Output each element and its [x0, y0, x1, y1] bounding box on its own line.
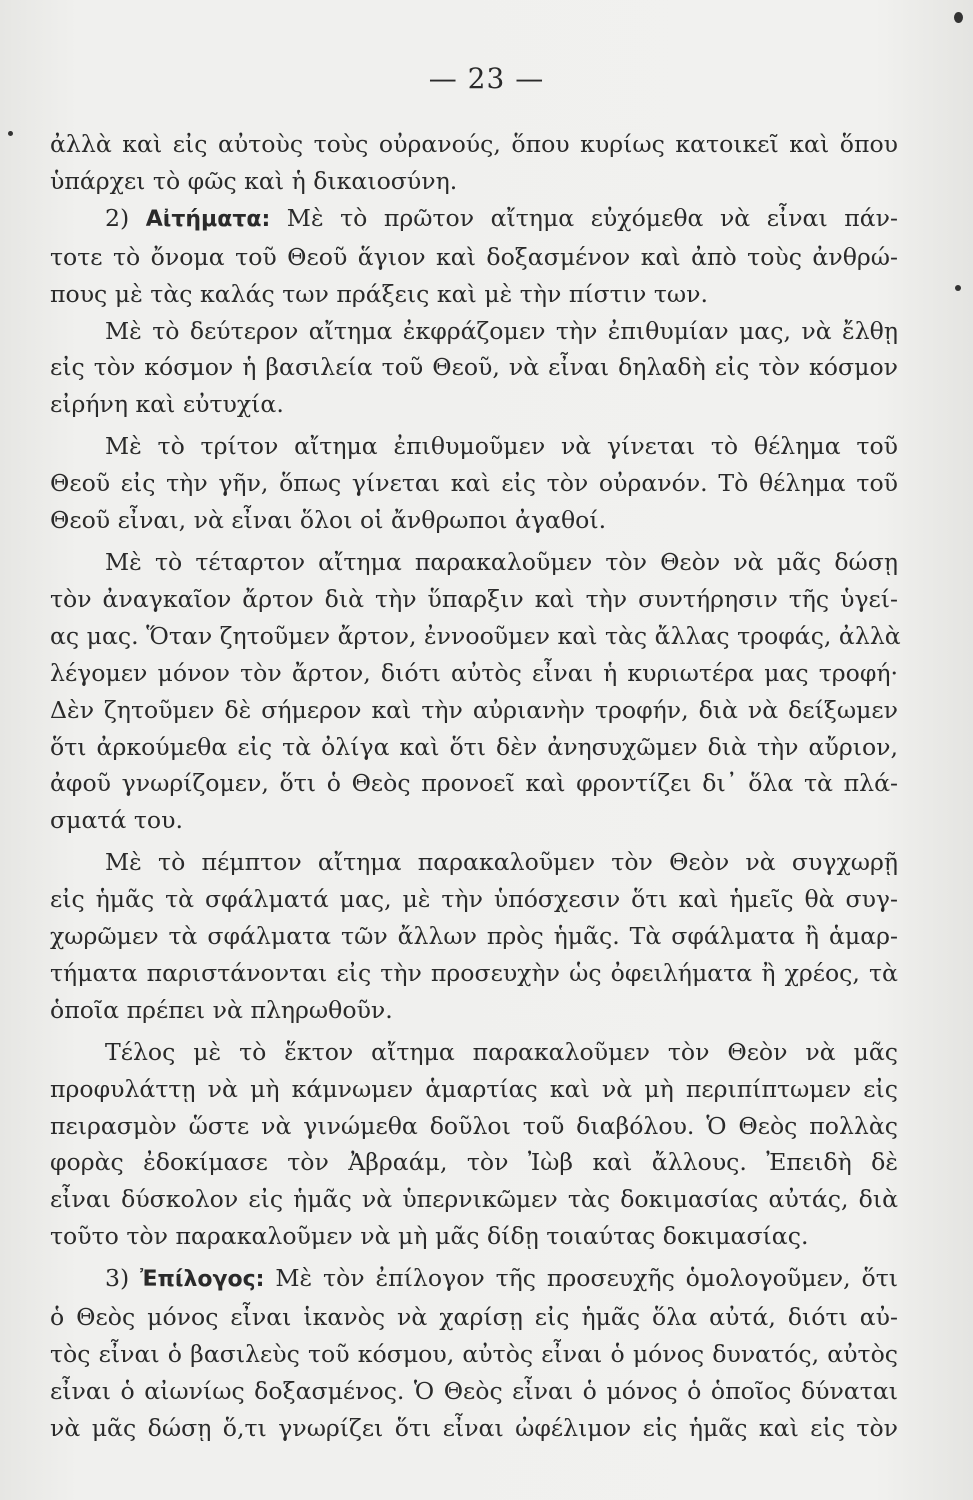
line-text: εἰς τὸν κόσμον ἡ βασιλεία τοῦ Θεοῦ, νὰ εἶναι δηλαδὴ εἰς τὸν κόσμον [50, 353, 898, 382]
line-text: Μὲ τὸ δεύτερον αἴτημα ἐκφράζομεν τὴν ἐπιθυμίαν μας, νὰ ἔλθῃ [105, 316, 898, 345]
line-text: ἀφοῦ γνωρίζομεν, ὅτι ὁ Θεὸς προνοεῖ καὶ φροντίζει δι᾽ ὅλα τὰ πλά- [50, 769, 898, 798]
line-text: εἰρήνη καὶ εὐτυχία. [50, 390, 284, 419]
line-text: ὁ Θεὸς μόνος εἶναι ἱκανὸς νὰ χαρίσῃ εἰς ἡμᾶς ὅλα αὐτά, διότι αὐ- [50, 1303, 898, 1332]
line-text: νὰ μᾶς δώσῃ ὅ,τι γνωρίζει ὅτι εἶναι ὠφέλιμον εἰς ἡμᾶς καὶ εἰς τὸν [50, 1413, 898, 1442]
section-heading: Ἐπίλογος: [140, 1267, 265, 1293]
line-text: πους μὲ τὰς καλάς των πράξεις καὶ μὲ τὴν πίστιν των. [50, 279, 708, 308]
text-line [50, 844, 898, 881]
line-text: χωρῶμεν τὰ σφάλματα τῶν ἄλλων πρὸς ἡμᾶς. Τὰ σφάλματα ἢ ἁμαρ- [50, 922, 898, 951]
text-line [50, 655, 898, 692]
text-line [50, 1218, 898, 1255]
section-heading: Αἰτήματα: [145, 206, 271, 232]
line-text: Μὲ τὸ πρῶτον αἴτημα εὐχόμεθα νὰ εἶναι πάν- [270, 203, 898, 232]
text-line [50, 428, 898, 465]
text-line [50, 802, 898, 839]
text-line [50, 239, 898, 276]
text-line [50, 313, 898, 350]
text-line [50, 1071, 898, 1108]
line-text: τὸς εἶναι ὁ βασιλεὺς τοῦ κόσμου, αὐτὸς εἶναι ὁ μόνος δυνατός, αὐτὸς [50, 1340, 898, 1368]
ink-speck [955, 285, 961, 291]
text-line [50, 992, 898, 1029]
text-line [50, 126, 898, 163]
line-text: Θεοῦ εἶναι, νὰ εἶναι ὅλοι οἱ ἄνθρωποι ἀγαθοί. [50, 506, 607, 535]
text-line [50, 276, 898, 313]
line-text: τοῦτο τὸν παρακαλοῦμεν νὰ μὴ μᾶς δίδῃ τοιαύτας δοκιμασίας. [50, 1222, 809, 1251]
line-text: Μὲ τὸ τρίτον αἴτημα ἐπιθυμοῦμεν νὰ γίνεται τὸ θέλημα τοῦ [105, 432, 898, 461]
line-text: Μὲ τὸ πέμπτον αἴτημα παρακαλοῦμεν τὸν Θεὸν νὰ συγχωρῇ [105, 848, 898, 877]
line-text: Μὲ τὸν ἐπίλογον τῆς προσευχῆς ὁμολογοῦμεν, ὅτι [264, 1264, 898, 1293]
line-text: Θεοῦ εἰς τὴν γῆν, ὅπως γίνεται καὶ εἰς τὸν οὐρανόν. Τὸ θέλημα τοῦ [50, 469, 898, 498]
line-text: τὸν ἀναγκαῖον ἄρτον διὰ τὴν ὕπαρξιν καὶ τὴν συντήρησιν τῆς ὑγεί- [50, 584, 898, 613]
line-text: σματά του. [50, 806, 183, 835]
line-text: ὑπάρχει τὸ φῶς καὶ ἡ δικαιοσύνη. [50, 166, 458, 195]
text-line [50, 881, 898, 918]
text-line [50, 1260, 898, 1299]
text-line [50, 729, 898, 766]
text-line [50, 200, 898, 239]
line-text: εἰς ἡμᾶς τὰ σφάλματά μας, μὲ τὴν ὑπόσχεσιν ὅτι καὶ ἡμεῖς θὰ συγ- [50, 885, 898, 914]
line-text: ας μας. Ὅταν ζητοῦμεν ἄρτον, ἐννοοῦμεν καὶ τὰς ἄλλας τροφάς, ἀλλὰ [50, 621, 901, 650]
text-line [50, 955, 898, 992]
text-line [50, 465, 898, 502]
text-line [50, 918, 898, 955]
text-line [50, 1034, 898, 1071]
text-line [50, 544, 898, 581]
ink-speck [8, 131, 13, 136]
body-text [50, 126, 901, 1447]
line-text: τοτε τὸ ὄνομα τοῦ Θεοῦ ἅγιον καὶ δοξασμένον καὶ ἀπὸ τοὺς ἀνθρώ- [50, 242, 898, 271]
line-text: πειρασμὸν ὥστε νὰ γινώμεθα δοῦλοι τοῦ διαβόλου. Ὁ Θεὸς πολλὰς [50, 1111, 898, 1140]
text-line [50, 1336, 898, 1373]
line-text: ἀλλὰ καὶ εἰς αὐτοὺς τοὺς οὐρανούς, ὅπου κυρίως κατοικεῖ καὶ ὅπου [50, 130, 898, 158]
section-number: 2) [105, 203, 146, 232]
line-text: φορὰς ἐδοκίμασε τὸν Ἀβραάμ, τὸν Ἰὼβ καὶ ἄλλους. Ἐπειδὴ δὲ [50, 1148, 898, 1177]
line-text: ὅτι ἀρκούμεθα εἰς τὰ ὀλίγα καὶ ὅτι δὲν ἀνησυχῶμεν διὰ τὴν αὔριον, [50, 732, 898, 761]
text-line [50, 1373, 898, 1410]
text-line [50, 1181, 898, 1218]
ink-speck [954, 12, 963, 23]
text-line [50, 618, 901, 655]
text-line [50, 765, 898, 802]
section-number: 3) [105, 1264, 141, 1293]
line-text: εἶναι δύσκολον εἰς ἡμᾶς νὰ ὑπερνικῶμεν τὰς δοκιμασίας αὐτάς, διὰ [50, 1185, 898, 1214]
line-text: ὁποῖα πρέπει νὰ πληρωθοῦν. [50, 995, 393, 1024]
line-text: προφυλάττῃ νὰ μὴ κάμνωμεν ἁμαρτίας καὶ νὰ μὴ περιπίπτωμεν εἰς [50, 1074, 898, 1103]
text-line [50, 386, 898, 423]
line-text: εἶναι ὁ αἰωνίως δοξασμένος. Ὁ Θεὸς εἶναι ὁ μόνος ὁ ὁποῖος δύναται [50, 1376, 898, 1405]
text-line [50, 502, 898, 539]
page-number: — 23 — [428, 62, 545, 95]
line-text: Μὲ τὸ τέταρτον αἴτημα παρακαλοῦμεν τὸν Θεὸν νὰ μᾶς δώσῃ [105, 547, 898, 576]
line-text: τήματα παριστάνονται εἰς τὴν προσευχὴν ὡς ὀφειλήματα ἢ χρέος, τὰ [50, 958, 898, 987]
line-text: Τέλος μὲ τὸ ἕκτον αἴτημα παρακαλοῦμεν τὸν Θεὸν νὰ μᾶς [105, 1037, 898, 1066]
text-line [50, 692, 898, 729]
text-line [50, 1144, 898, 1181]
text-line [50, 581, 898, 618]
line-text: λέγομεν μόνον τὸν ἄρτον, διότι αὐτὸς εἶναι ἡ κυριωτέρα μας τροφή· [50, 658, 898, 687]
text-line [50, 1108, 898, 1145]
text-line [50, 349, 898, 386]
text-line [50, 1410, 898, 1447]
line-text: Δὲν ζητοῦμεν δὲ σήμερον καὶ τὴν αὐριανὴν τροφήν, διὰ νὰ δείξωμεν [50, 695, 898, 724]
text-line [50, 1299, 898, 1336]
text-line [50, 163, 898, 200]
